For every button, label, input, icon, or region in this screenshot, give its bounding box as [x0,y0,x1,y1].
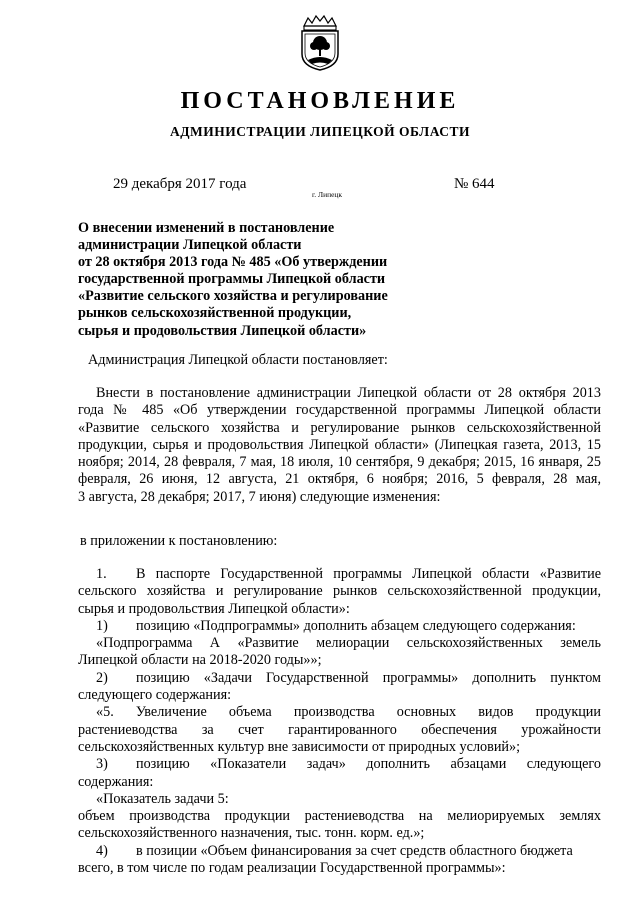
paragraph-line: объем производства продукции растениеводства на мелиорируемых землях [78,808,601,825]
paragraph-line: сырья и продовольствия Липецкой области»: [78,600,350,617]
paragraph-line: года № 485 «Об утверждении государственной программы Липецкой области [78,402,601,419]
paragraph-line: продукции, сырья и продовольствия Липецкой области» (Липецкая газета, 2013, 15 [78,436,601,453]
document-title: ПОСТАНОВЛЕНИЕ [180,88,460,114]
paragraph-line: растениеводства за счет гарантированного обеспечения урожайности [78,721,601,738]
heading-line: государственной программы Липецкой области [78,271,386,288]
paragraph-line: 3 августа, 28 декабря; 2017, 7 июня) следующие изменения: [78,488,441,505]
heading-line: сырья и продовольствия Липецкой области» [78,322,367,339]
intro-paragraph: Администрация Липецкой области постановляет: [88,352,388,368]
subitem-number: 4) [96,842,108,859]
paragraph-line: сельского хозяйства и регулирование рынков сельскохозяйственной продукции, [78,583,601,600]
heading-line: «Развитие сельского хозяйства и регулирование [78,288,388,305]
document-date: 29 декабря 2017 года [113,176,247,192]
document-number: № 644 [454,176,495,192]
paragraph-line: февраля, 26 июня, 12 августа, 21 октября, 6 ноября; 2016, 5 февраля, 28 мая, [78,471,601,488]
subitem-3: 3) позицию «Показатели задач» дополнить абзацами следующего [96,756,601,773]
subitem-4: 4) в позиции «Объем финансирования за счет средств областного бюджета [96,842,573,859]
subitem-1: 1) позицию «Подпрограммы» дополнить абзацем следующего содержания: [96,617,576,634]
paragraph-line: сельскохозяйственного назначения, тыс. тонн. корм. ед.»; [78,825,425,842]
item-1: 1. В паспорте Государственной программы Липецкой области «Развитие [96,566,601,582]
subitem-2: 2) позицию «Задачи Государственной программы» дополнить пунктом [96,669,601,686]
annex-paragraph: в приложении к постановлению: [80,533,278,549]
subitem-number: 3) [96,756,108,773]
paragraph-line: «Подпрограмма А «Развитие мелиорации сельскохозяйственных земель [96,635,601,652]
subitem-number: 2) [96,669,108,686]
paragraph-line: Внести в постановление администрации Липецкой области от 28 октября 2013 [96,385,601,401]
paragraph-line: содержания: [78,773,154,790]
heading-line: О внесении изменений в постановление [78,220,335,236]
paragraph-line: «5. Увеличение объема производства основных видов продукции [96,704,601,721]
document-heading [78,220,458,340]
subitem-number: 1) [96,617,108,634]
document-city: г. Липецк [312,190,343,199]
document-subtitle: АДМИНИСТРАЦИИ ЛИПЕЦКОЙ ОБЛАСТИ [169,124,471,139]
paragraph-line: следующего содержания: [78,687,232,704]
paragraph-line: сельскохозяйственных культур вне зависимости от природных условий»; [78,738,521,755]
amendments-block [78,566,601,877]
paragraph-line: всего, в том числе по годам реализации Государственной программы»: [78,860,506,877]
paragraph-line: «Показатель задачи 5: [96,790,229,807]
heading-line: администрации Липецкой области [78,237,302,254]
main-paragraph [78,385,601,506]
paragraph-line: ноября; 2014, 28 февраля, 7 мая, 18 июля, 10 сентября, 9 декабря; 2015, 16 января, 25 [78,454,601,471]
item-number: 1. [96,566,107,582]
coat-of-arms-icon [298,14,342,72]
heading-line: рынков сельскохозяйственной продукции, [78,305,352,322]
paragraph-line: «Развитие сельского хозяйства и регулирование рынков сельскохозяйственной [78,419,601,436]
paragraph-line: Липецкой области на 2018-2020 годы»»; [78,652,322,669]
heading-line: от 28 октября 2013 года № 485 «Об утверждении [78,254,388,271]
